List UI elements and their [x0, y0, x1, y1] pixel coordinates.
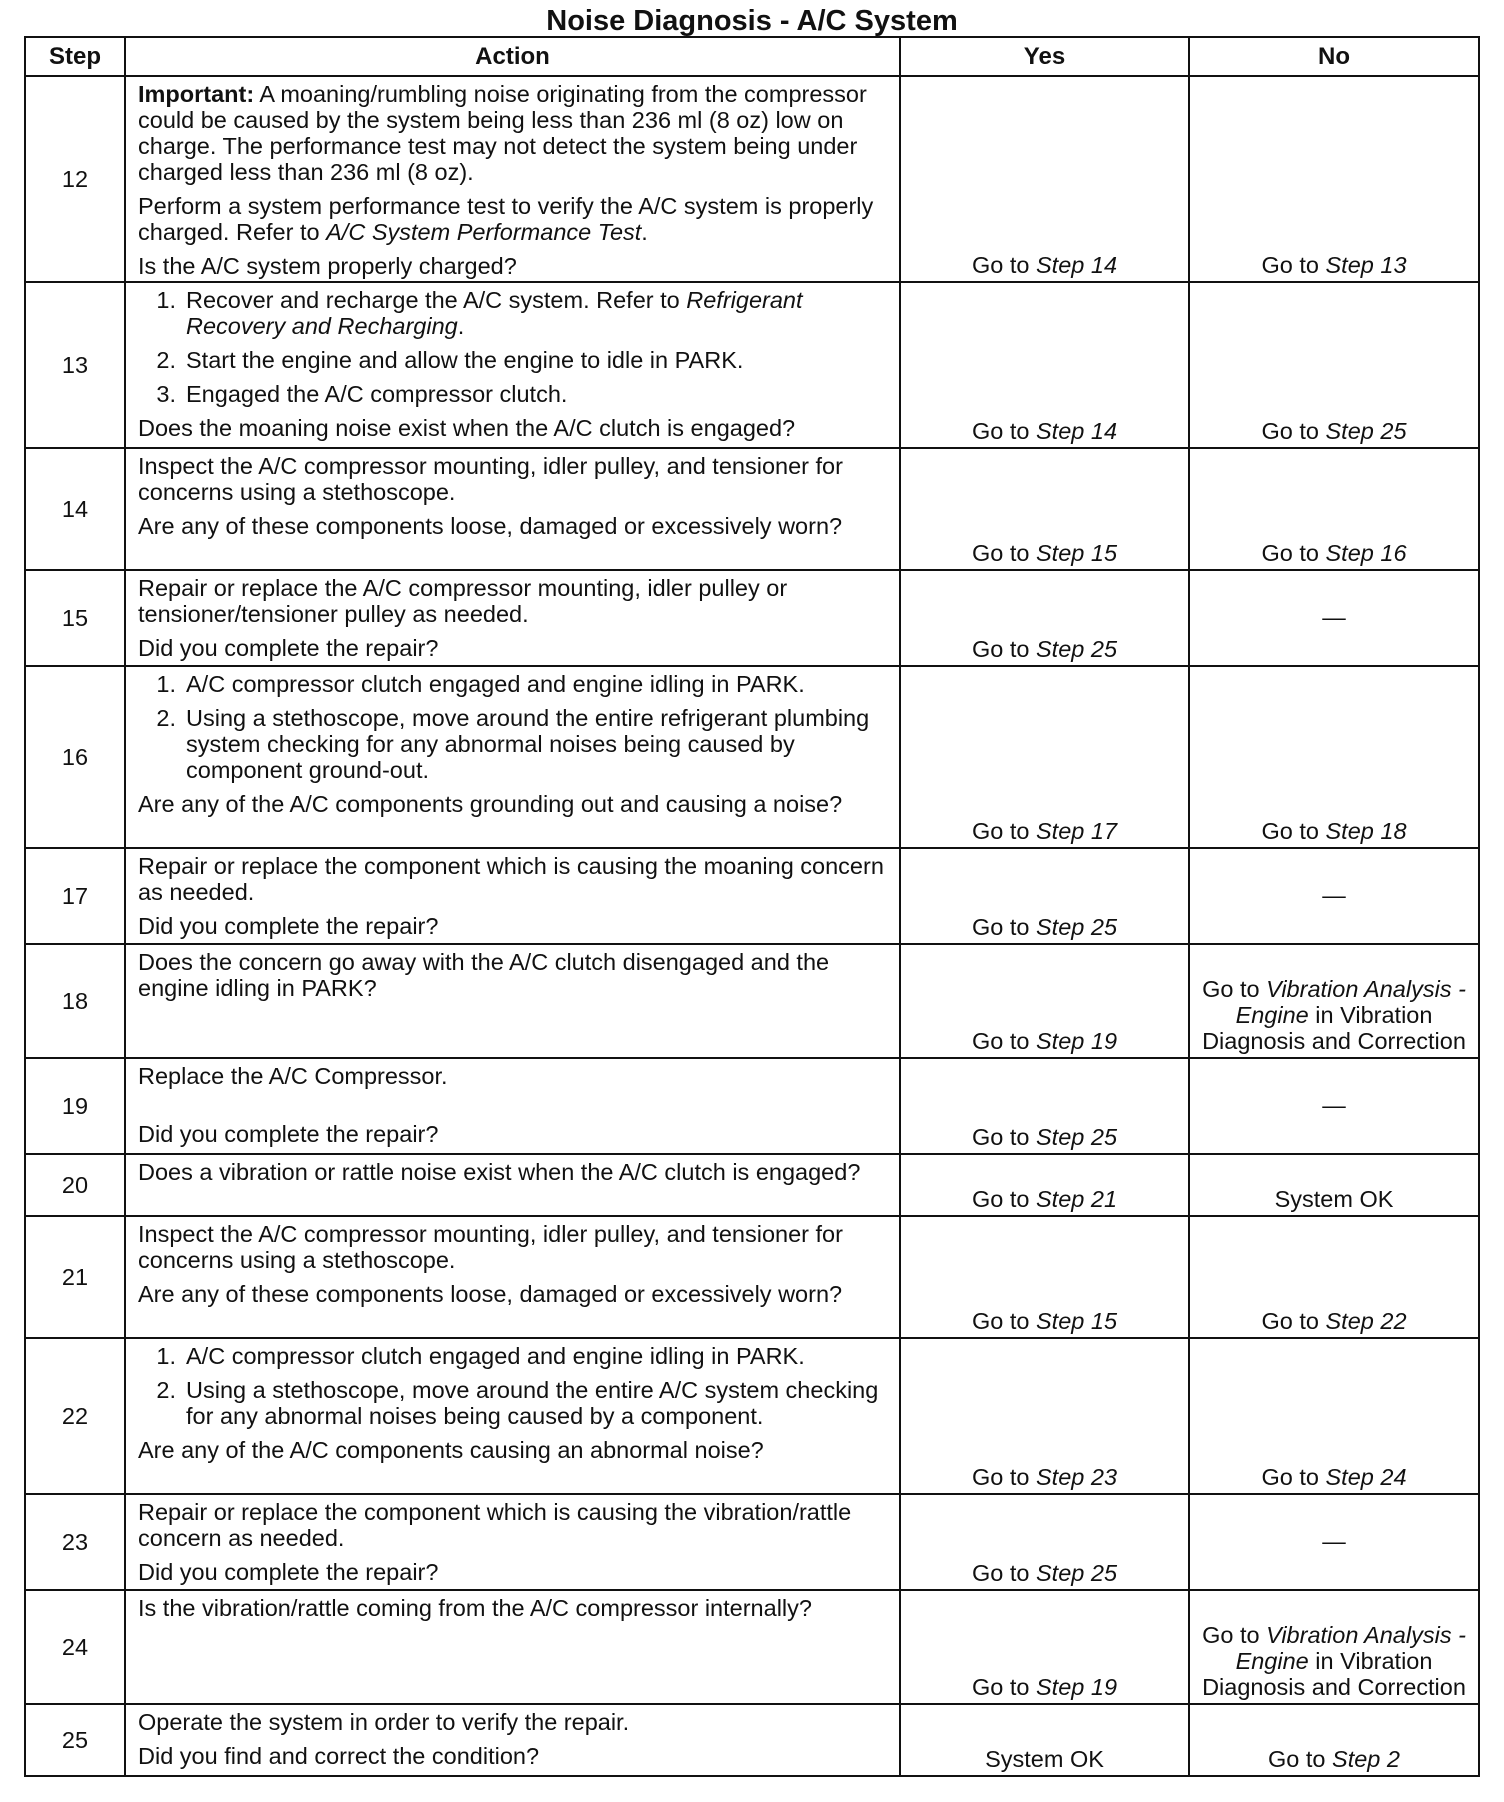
table-row: [25, 1590, 1479, 1704]
no-cell[interactable]: [1189, 1338, 1479, 1494]
step-number: 14: [25, 448, 125, 570]
action-cell: [125, 1154, 900, 1216]
procedure-list: [138, 287, 891, 407]
goto-target[interactable]: Step 25: [1036, 1124, 1118, 1150]
action-question: Is the A/C system properly charged?: [138, 253, 517, 279]
step-index: 1.: [156, 1343, 176, 1369]
goto-prefix: Go to: [971, 1674, 1036, 1700]
goto-target[interactable]: Step 16: [1325, 540, 1407, 566]
goto-target[interactable]: Step 25: [1036, 636, 1118, 662]
goto-target[interactable]: Step 2: [1332, 1746, 1400, 1772]
no-cell: —: [1189, 570, 1479, 666]
action-cell: [125, 76, 900, 282]
goto-target[interactable]: Step 25: [1036, 1560, 1118, 1586]
table-row: [25, 1216, 1479, 1338]
yes-cell[interactable]: [900, 570, 1189, 666]
table-row: [25, 448, 1479, 570]
step-number: 16: [25, 666, 125, 848]
table-row: [25, 1704, 1479, 1776]
goto-prefix: Go to: [971, 540, 1036, 566]
step-text: Recover and recharge the A/C system. Refer to: [186, 287, 687, 313]
goto-prefix: Go to: [1261, 540, 1326, 566]
action-question: Did you find and correct the condition?: [138, 1743, 540, 1769]
step-number: 24: [25, 1590, 125, 1704]
action-cell: [125, 848, 900, 944]
action-paragraph: Does the concern go away with the A/C clutch disengaged and the engine idling in PARK?: [138, 949, 830, 1001]
goto-target[interactable]: Step 22: [1325, 1308, 1407, 1334]
step-number: 18: [25, 944, 125, 1058]
no-cell[interactable]: [1189, 282, 1479, 448]
goto-target[interactable]: Step 17: [1036, 818, 1118, 844]
action-question: Are any of these components loose, damaged or excessively worn?: [138, 1281, 843, 1307]
step-number: 19: [25, 1058, 125, 1154]
procedure-step: [138, 287, 891, 339]
no-cell: —: [1189, 848, 1479, 944]
reference-link[interactable]: A/C System Performance Test: [326, 219, 642, 245]
goto-prefix: Go to: [971, 1028, 1036, 1054]
reference-suffix: in Vibration Diagnosis and Correction: [1202, 1648, 1466, 1700]
yes-cell: System OK: [900, 1704, 1189, 1776]
action-paragraph: Is the vibration/rattle coming from the A/C compressor internally?: [138, 1595, 812, 1621]
table-row: [25, 1154, 1479, 1216]
step-text: Engaged the A/C compressor clutch.: [186, 381, 568, 407]
goto-target[interactable]: Step 14: [1036, 418, 1118, 444]
action-paragraph: [138, 81, 891, 185]
no-cell: —: [1189, 1494, 1479, 1590]
action-question: Does the moaning noise exist when the A/C clutch is engaged?: [138, 415, 796, 441]
step-text: Using a stethoscope, move around the entire refrigerant plumbing system checking for any abnormal noises being caused by component ground-out.: [186, 705, 870, 783]
procedure-step: [138, 1343, 891, 1369]
goto-prefix: Go to: [971, 1560, 1036, 1586]
yes-cell[interactable]: [900, 1154, 1189, 1216]
action-paragraph: Repair or replace the A/C compressor mounting, idler pulley or tensioner/tensioner pulley as needed.: [138, 575, 788, 627]
step-index: 3.: [156, 381, 176, 407]
goto-prefix: Go to: [971, 1464, 1036, 1490]
reference-link[interactable]: Vibration Analysis - Engine: [1235, 976, 1466, 1028]
goto-prefix: Go to: [971, 1186, 1036, 1212]
no-cell[interactable]: [1189, 76, 1479, 282]
goto-target[interactable]: Step 19: [1036, 1028, 1118, 1054]
goto-prefix: Go to: [1261, 818, 1326, 844]
goto-prefix: Go to: [1202, 1622, 1267, 1648]
action-paragraph: Inspect the A/C compressor mounting, idler pulley, and tensioner for concerns using a stethoscope.: [138, 453, 843, 505]
goto-prefix: Go to: [1261, 1308, 1326, 1334]
action-paragraph: Inspect the A/C compressor mounting, idler pulley, and tensioner for concerns using a stethoscope.: [138, 1221, 843, 1273]
no-cell: System OK: [1189, 1154, 1479, 1216]
yes-cell[interactable]: [900, 76, 1189, 282]
step-text: .: [457, 313, 465, 339]
header-action: Action: [125, 37, 900, 76]
step-number: 21: [25, 1216, 125, 1338]
yes-cell[interactable]: [900, 944, 1189, 1058]
action-text: Perform a system performance test to verify the A/C system is properly charged. Refer to: [138, 193, 874, 245]
diagnosis-table: [24, 36, 1480, 1777]
important-text: A moaning/rumbling noise originating from the compressor could be caused by the system being less than 236 ml (8 oz) low on charge. The performance test may not detect the system being under charged less than 236 ml (8 oz).: [138, 81, 867, 185]
action-cell: [125, 282, 900, 448]
goto-prefix: Go to: [971, 818, 1036, 844]
action-question: Did you complete the repair?: [138, 1559, 439, 1585]
goto-target[interactable]: Step 18: [1325, 818, 1407, 844]
goto-target[interactable]: Step 15: [1036, 1308, 1118, 1334]
goto-reference: [1190, 976, 1478, 1054]
step-text: Start the engine and allow the engine to idle in PARK.: [186, 347, 744, 373]
no-cell: —: [1189, 1058, 1479, 1154]
step-number: 15: [25, 570, 125, 666]
goto-prefix: Go to: [971, 914, 1036, 940]
table-header-row: [25, 37, 1479, 76]
step-text: Using a stethoscope, move around the entire A/C system checking for any abnormal noises being caused by a component.: [186, 1377, 879, 1429]
step-index: 2.: [156, 1377, 176, 1403]
yes-cell[interactable]: [900, 1216, 1189, 1338]
no-cell[interactable]: [1189, 1216, 1479, 1338]
action-cell: [125, 1338, 900, 1494]
table-row: [25, 282, 1479, 448]
step-index: 1.: [156, 671, 176, 697]
reference-link[interactable]: Vibration Analysis - Engine: [1235, 1622, 1466, 1674]
table-row: [25, 944, 1479, 1058]
action-paragraph: Operate the system in order to verify the repair.: [138, 1709, 630, 1735]
header-no: No: [1189, 37, 1479, 76]
yes-cell[interactable]: [900, 848, 1189, 944]
step-number: 22: [25, 1338, 125, 1494]
table-row: [25, 1058, 1479, 1154]
procedure-list: [138, 1343, 891, 1429]
table-row: [25, 76, 1479, 282]
procedure-step: [138, 1377, 891, 1429]
step-text: A/C compressor clutch engaged and engine idling in PARK.: [186, 1343, 805, 1369]
header-yes: Yes: [900, 37, 1189, 76]
goto-target[interactable]: Step 14: [1036, 252, 1118, 278]
procedure-list: [138, 671, 891, 783]
action-question: Did you complete the repair?: [138, 1121, 439, 1147]
action-question: Did you complete the repair?: [138, 635, 439, 661]
procedure-step: [138, 381, 891, 407]
goto-target[interactable]: Step 23: [1036, 1464, 1118, 1490]
action-paragraph: Repair or replace the component which is causing the moaning concern as needed.: [138, 853, 884, 905]
reference-link[interactable]: Refrigerant Recovery and Recharging: [186, 287, 803, 339]
procedure-step: [138, 347, 891, 373]
table-row: [25, 570, 1479, 666]
no-cell[interactable]: [1189, 1704, 1479, 1776]
no-cell[interactable]: [1189, 448, 1479, 570]
header-step: Step: [25, 37, 125, 76]
step-number: 20: [25, 1154, 125, 1216]
table-row: [25, 666, 1479, 848]
step-index: 2.: [156, 347, 176, 373]
action-paragraph: [138, 193, 891, 245]
action-paragraph: Replace the A/C Compressor.: [138, 1063, 448, 1089]
goto-target[interactable]: Step 21: [1036, 1186, 1118, 1212]
yes-cell[interactable]: [900, 282, 1189, 448]
action-question: Did you complete the repair?: [138, 913, 439, 939]
goto-prefix: Go to: [971, 1124, 1036, 1150]
yes-cell[interactable]: [900, 1058, 1189, 1154]
goto-prefix: Go to: [1261, 1464, 1326, 1490]
goto-prefix: Go to: [1202, 976, 1267, 1002]
reference-suffix: in Vibration Diagnosis and Correction: [1202, 1002, 1466, 1054]
goto-reference: [1190, 1622, 1478, 1700]
no-cell[interactable]: [1189, 666, 1479, 848]
goto-target[interactable]: Step 25: [1325, 418, 1407, 444]
yes-cell[interactable]: [900, 1494, 1189, 1590]
step-number: 23: [25, 1494, 125, 1590]
action-cell: [125, 666, 900, 848]
action-cell: [125, 1704, 900, 1776]
goto-target[interactable]: Step 24: [1325, 1464, 1407, 1490]
action-cell: [125, 1058, 900, 1154]
action-question: Are any of the A/C components grounding out and causing a noise?: [138, 791, 843, 817]
action-text: .: [641, 219, 648, 245]
goto-prefix: Go to: [1261, 418, 1326, 444]
procedure-step: [138, 705, 891, 783]
goto-prefix: Go to: [1261, 252, 1326, 278]
goto-prefix: Go to: [971, 636, 1036, 662]
yes-cell[interactable]: [900, 1590, 1189, 1704]
goto-target[interactable]: Step 25: [1036, 914, 1118, 940]
table-row: [25, 1338, 1479, 1494]
action-cell: [125, 448, 900, 570]
important-label: Important:: [138, 81, 255, 107]
yes-cell[interactable]: [900, 448, 1189, 570]
goto-prefix: Go to: [971, 252, 1036, 278]
action-question: Are any of these components loose, damaged or excessively worn?: [138, 513, 843, 539]
no-cell[interactable]: [1189, 944, 1479, 1058]
goto-target[interactable]: Step 15: [1036, 540, 1118, 566]
goto-prefix: Go to: [1268, 1746, 1333, 1772]
action-cell: [125, 570, 900, 666]
yes-cell[interactable]: [900, 666, 1189, 848]
step-text: A/C compressor clutch engaged and engine idling in PARK.: [186, 671, 805, 697]
table-row: [25, 848, 1479, 944]
document-title: Noise Diagnosis - A/C System: [546, 5, 958, 37]
step-number: 13: [25, 282, 125, 448]
action-cell: [125, 1216, 900, 1338]
action-cell: [125, 1494, 900, 1590]
step-number: 25: [25, 1704, 125, 1776]
action-cell: [125, 1590, 900, 1704]
step-index: 2.: [156, 705, 176, 731]
action-paragraph: Repair or replace the component which is causing the vibration/rattle concern as needed.: [138, 1499, 852, 1551]
action-paragraph: Does a vibration or rattle noise exist when the A/C clutch is engaged?: [138, 1159, 861, 1185]
goto-target[interactable]: Step 19: [1036, 1674, 1118, 1700]
step-number: 17: [25, 848, 125, 944]
goto-prefix: Go to: [971, 418, 1036, 444]
no-cell[interactable]: [1189, 1590, 1479, 1704]
step-number: 12: [25, 76, 125, 282]
action-cell: [125, 944, 900, 1058]
procedure-step: [138, 671, 891, 697]
step-index: 1.: [156, 287, 176, 313]
goto-prefix: Go to: [971, 1308, 1036, 1334]
action-question: Are any of the A/C components causing an abnormal noise?: [138, 1437, 764, 1463]
yes-cell[interactable]: [900, 1338, 1189, 1494]
goto-target[interactable]: Step 13: [1325, 252, 1407, 278]
table-row: [25, 1494, 1479, 1590]
